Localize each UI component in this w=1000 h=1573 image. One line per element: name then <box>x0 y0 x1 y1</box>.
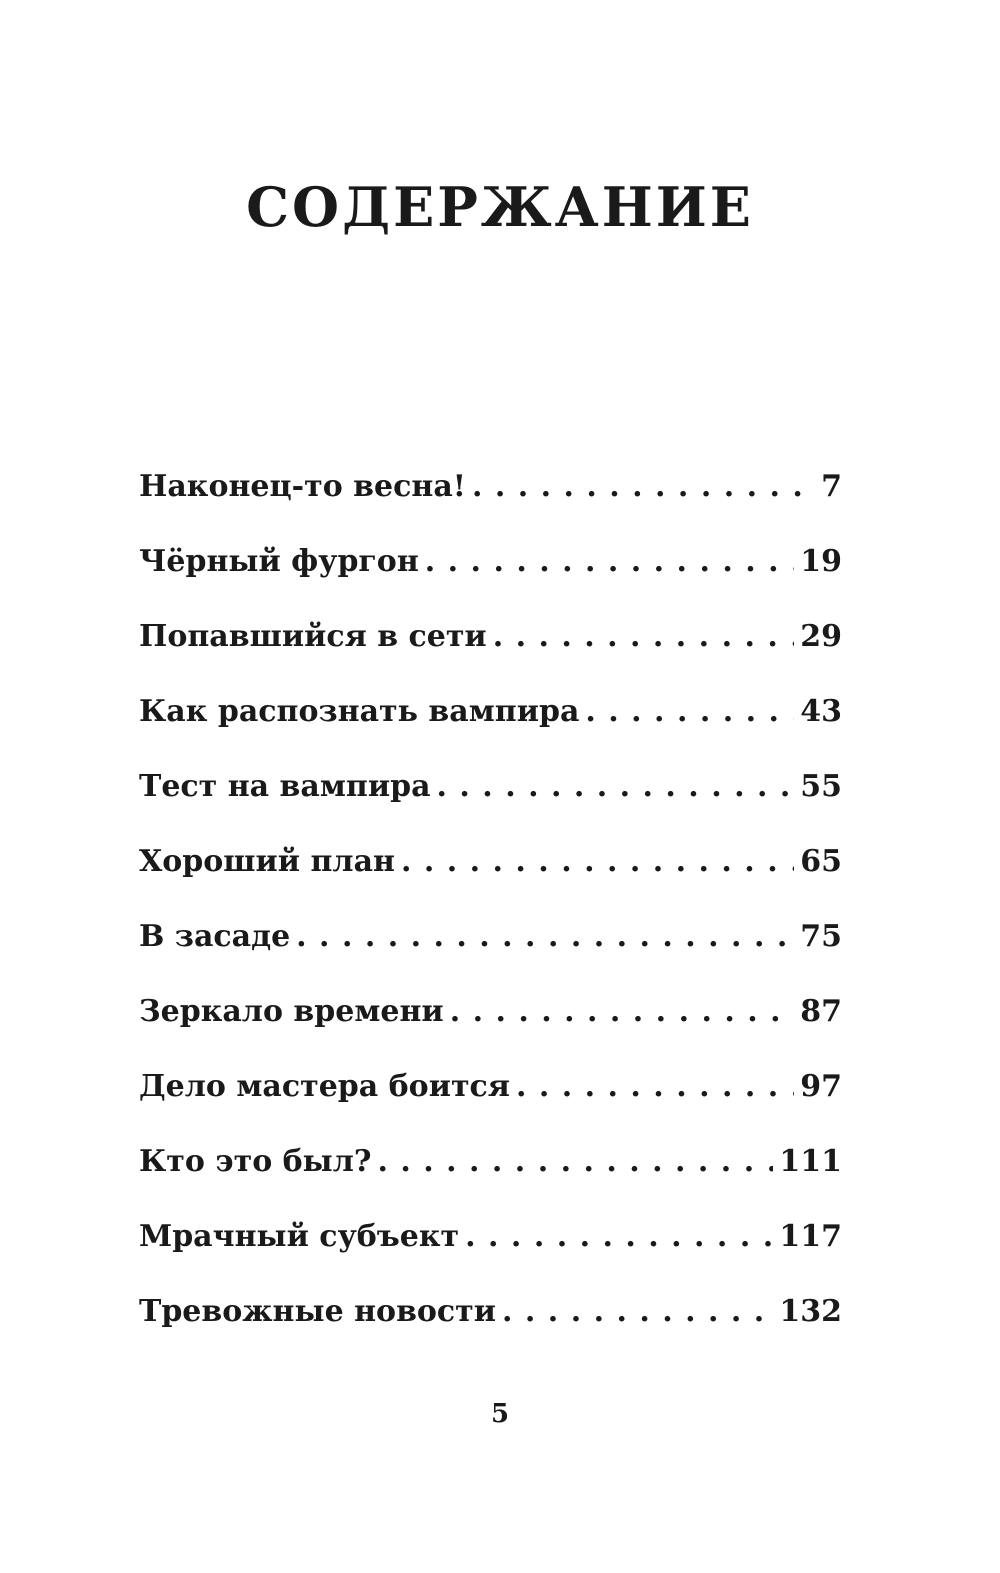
toc-entry-title: Хороший план <box>139 844 395 879</box>
toc-entry-title: Тревожные новости <box>139 1294 497 1329</box>
toc-entry-page: 65 <box>800 844 842 879</box>
toc-entry-title: Как распознать вампира <box>139 694 580 729</box>
toc-entry <box>139 537 842 612</box>
toc-entry-title: Зеркало времени <box>139 994 444 1029</box>
toc-entry-title: Попавшийся в сети <box>139 619 487 654</box>
dot-leader <box>425 537 794 587</box>
toc-entry <box>139 762 842 837</box>
toc-entry-title: Чёрный фургон <box>139 544 419 579</box>
toc-entry <box>139 1062 842 1137</box>
dot-leader <box>296 912 794 962</box>
toc-entry-title: Мрачный субъект <box>139 1219 460 1254</box>
toc-entry <box>139 837 842 912</box>
toc-entry-page: 75 <box>800 919 842 954</box>
toc-entry <box>139 987 842 1062</box>
toc-entry-title: Тест на вампира <box>139 769 431 804</box>
dot-leader <box>472 462 815 512</box>
dot-leader <box>377 1137 773 1187</box>
toc-entry <box>139 612 842 687</box>
toc-entry <box>139 687 842 762</box>
toc-entry-page: 19 <box>800 544 842 579</box>
toc-entry-page: 117 <box>779 1219 842 1254</box>
toc-entry-page: 132 <box>779 1294 842 1329</box>
toc-entry-page: 43 <box>800 694 842 729</box>
dot-leader <box>585 687 794 737</box>
toc-entry-page: 29 <box>800 619 842 654</box>
page-number: 5 <box>490 1399 510 1429</box>
toc-entry <box>139 462 842 537</box>
dot-leader <box>493 612 795 662</box>
page-title: СОДЕРЖАНИЕ <box>246 175 754 239</box>
dot-leader <box>516 1062 794 1112</box>
dot-leader <box>401 837 794 887</box>
toc-entry <box>139 1137 842 1212</box>
dot-leader <box>502 1287 773 1337</box>
toc-entry-page: 7 <box>821 469 842 504</box>
toc-entry-page: 97 <box>800 1069 842 1104</box>
table-of-contents <box>139 462 842 1362</box>
toc-entry-page: 87 <box>800 994 842 1029</box>
toc-entry-page: 55 <box>800 769 842 804</box>
toc-entry-title: Кто это был? <box>139 1144 372 1179</box>
toc-entry <box>139 912 842 987</box>
toc-entry-title: В засаде <box>139 919 291 954</box>
toc-entry <box>139 1212 842 1287</box>
toc-entry-page: 111 <box>779 1144 842 1179</box>
toc-entry-title: Дело мастера боится <box>139 1069 510 1104</box>
toc-entry <box>139 1287 842 1362</box>
dot-leader <box>465 1212 773 1262</box>
dot-leader <box>437 762 795 812</box>
toc-entry-title: Наконец-то весна! <box>139 469 466 504</box>
dot-leader <box>450 987 795 1037</box>
